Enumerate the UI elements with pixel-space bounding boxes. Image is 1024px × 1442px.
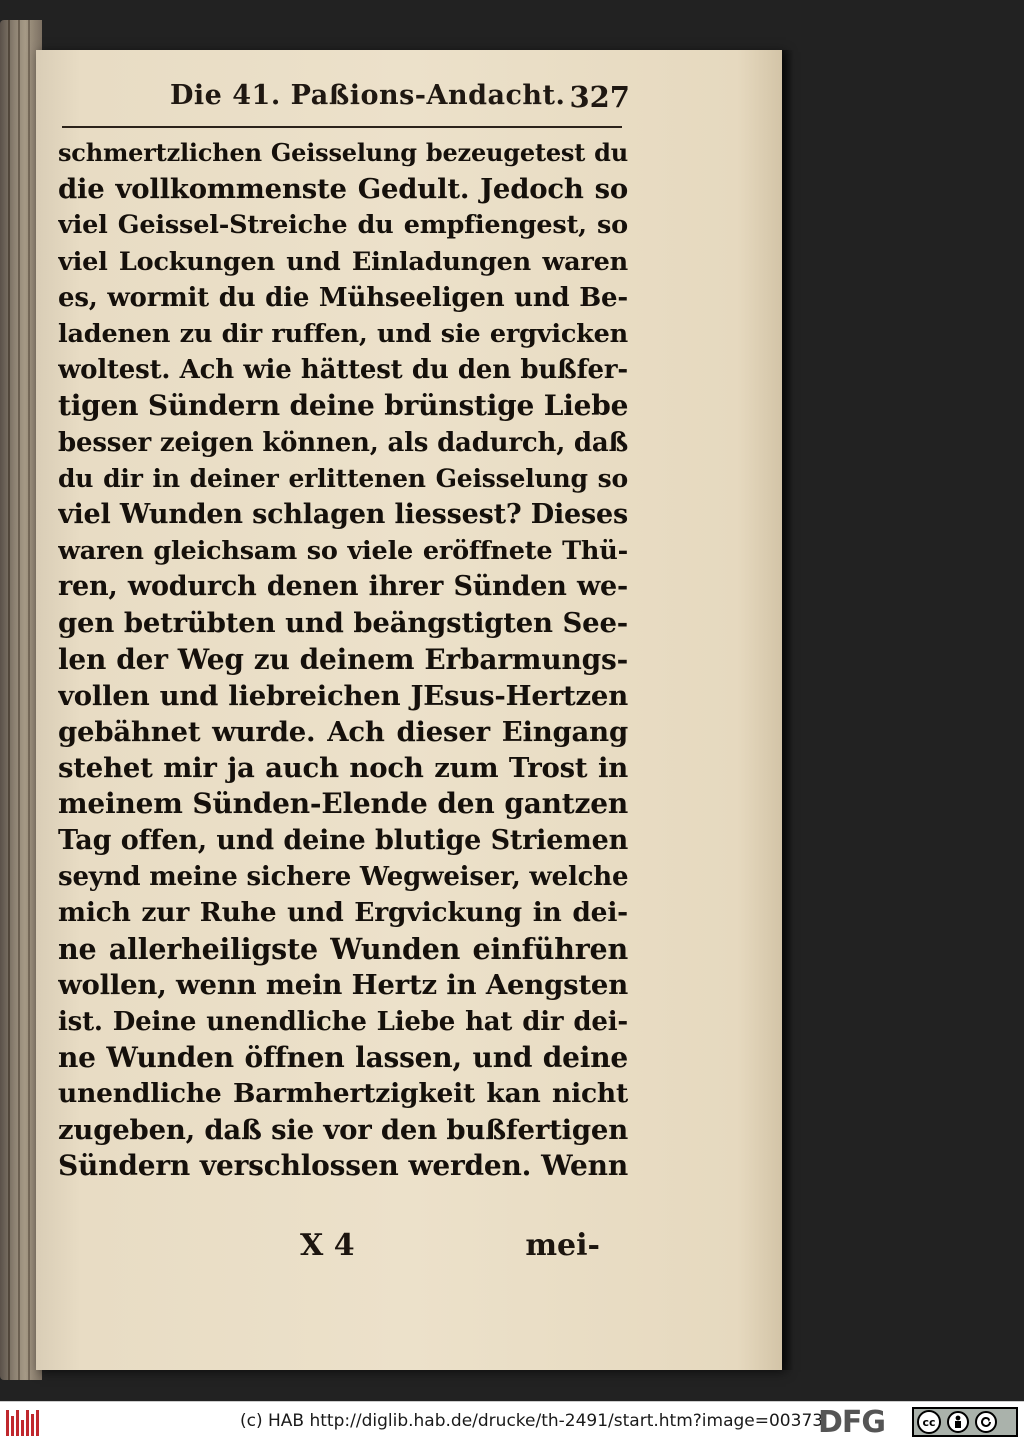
viewer-footer-bar bbox=[0, 1401, 1024, 1442]
text-line: mich zur Ruhe und Ergvickung in dei- bbox=[58, 896, 628, 928]
header-rule bbox=[62, 126, 622, 128]
text-line: Sündern verschlossen werden. Wenn bbox=[58, 1149, 628, 1183]
text-line: meinem Sünden-Elende den gantzen bbox=[58, 787, 628, 821]
signature-mark: X 4 bbox=[300, 1228, 355, 1263]
catchword: mei- bbox=[525, 1228, 600, 1263]
text-line: ne allerheiligste Wunden einführen bbox=[58, 932, 628, 967]
text-line: gen betrübten und beängstigten See- bbox=[58, 607, 628, 640]
text-line: waren gleichsam so viele eröffnete Thü- bbox=[58, 536, 628, 567]
cc-license-badge[interactable] bbox=[912, 1407, 1018, 1437]
page-number: 327 bbox=[569, 80, 630, 114]
text-line: vollen und liebreichen JEsus-Hertzen bbox=[58, 679, 628, 712]
dfg-logo: DFG bbox=[818, 1405, 886, 1440]
text-line: es, wormit du die Mühseeligen und Be- bbox=[58, 282, 628, 313]
text-line: Tag offen, und deine blutige Striemen bbox=[58, 824, 628, 856]
running-title: Die 41. Paßions-Andacht. bbox=[170, 80, 566, 111]
text-line: ren, wodurch denen ihrer Sünden we- bbox=[58, 571, 628, 603]
text-line: zugeben, daß sie vor den bußfertigen bbox=[58, 1114, 628, 1147]
text-line: die vollkommenste Gedult. Jedoch so bbox=[58, 173, 628, 206]
text-line: du dir in deiner erlittenen Geisselung so bbox=[58, 463, 628, 493]
text-line: unendliche Barmhertzigkeit kan nicht bbox=[58, 1077, 628, 1109]
text-line: schmertzlichen Geisselung bezeugetest du bbox=[58, 138, 628, 167]
text-line: wollen, wenn mein Hertz in Aengsten bbox=[58, 969, 628, 1002]
text-line: woltest. Ach wie hättest du den bußfer- bbox=[58, 355, 628, 386]
text-line: viel Lockungen und Einladungen waren bbox=[58, 246, 628, 277]
text-line: viel Wunden schlagen liessest? Dieses bbox=[58, 498, 628, 530]
text-line: viel Geissel-Streiche du empfiengest, so bbox=[58, 210, 628, 241]
text-line: ist. Deine unendliche Liebe hat dir dei- bbox=[58, 1006, 628, 1037]
text-line: gebähnet wurde. Ach dieser Eingang bbox=[58, 716, 628, 748]
page-footer bbox=[300, 1228, 600, 1268]
share-alike-icon bbox=[975, 1411, 997, 1433]
text-line: seynd meine sichere Wegweiser, welche bbox=[58, 861, 628, 892]
library-logo-icon bbox=[6, 1408, 42, 1436]
page-shadow bbox=[782, 50, 794, 1370]
page-header bbox=[170, 80, 630, 120]
text-line: ne Wunden öffnen lassen, und deine bbox=[58, 1040, 628, 1074]
person-icon bbox=[947, 1411, 969, 1433]
text-line: stehet mir ja auch noch zum Trost in bbox=[58, 752, 628, 785]
text-line: besser zeigen können, als dadurch, daß bbox=[58, 427, 628, 458]
cc-icon: cc bbox=[917, 1410, 941, 1434]
copyright-link[interactable]: (c) HAB http://diglib.hab.de/drucke/th-2491/start.htm?image=00373 bbox=[240, 1411, 824, 1431]
text-line: tigen Sündern deine brünstige Liebe bbox=[58, 389, 628, 423]
body-text bbox=[58, 135, 628, 1184]
text-line: len der Weg zu deinem Erbarmungs- bbox=[58, 642, 628, 676]
text-line: ladenen zu dir ruffen, und sie ergvicken bbox=[58, 318, 628, 349]
